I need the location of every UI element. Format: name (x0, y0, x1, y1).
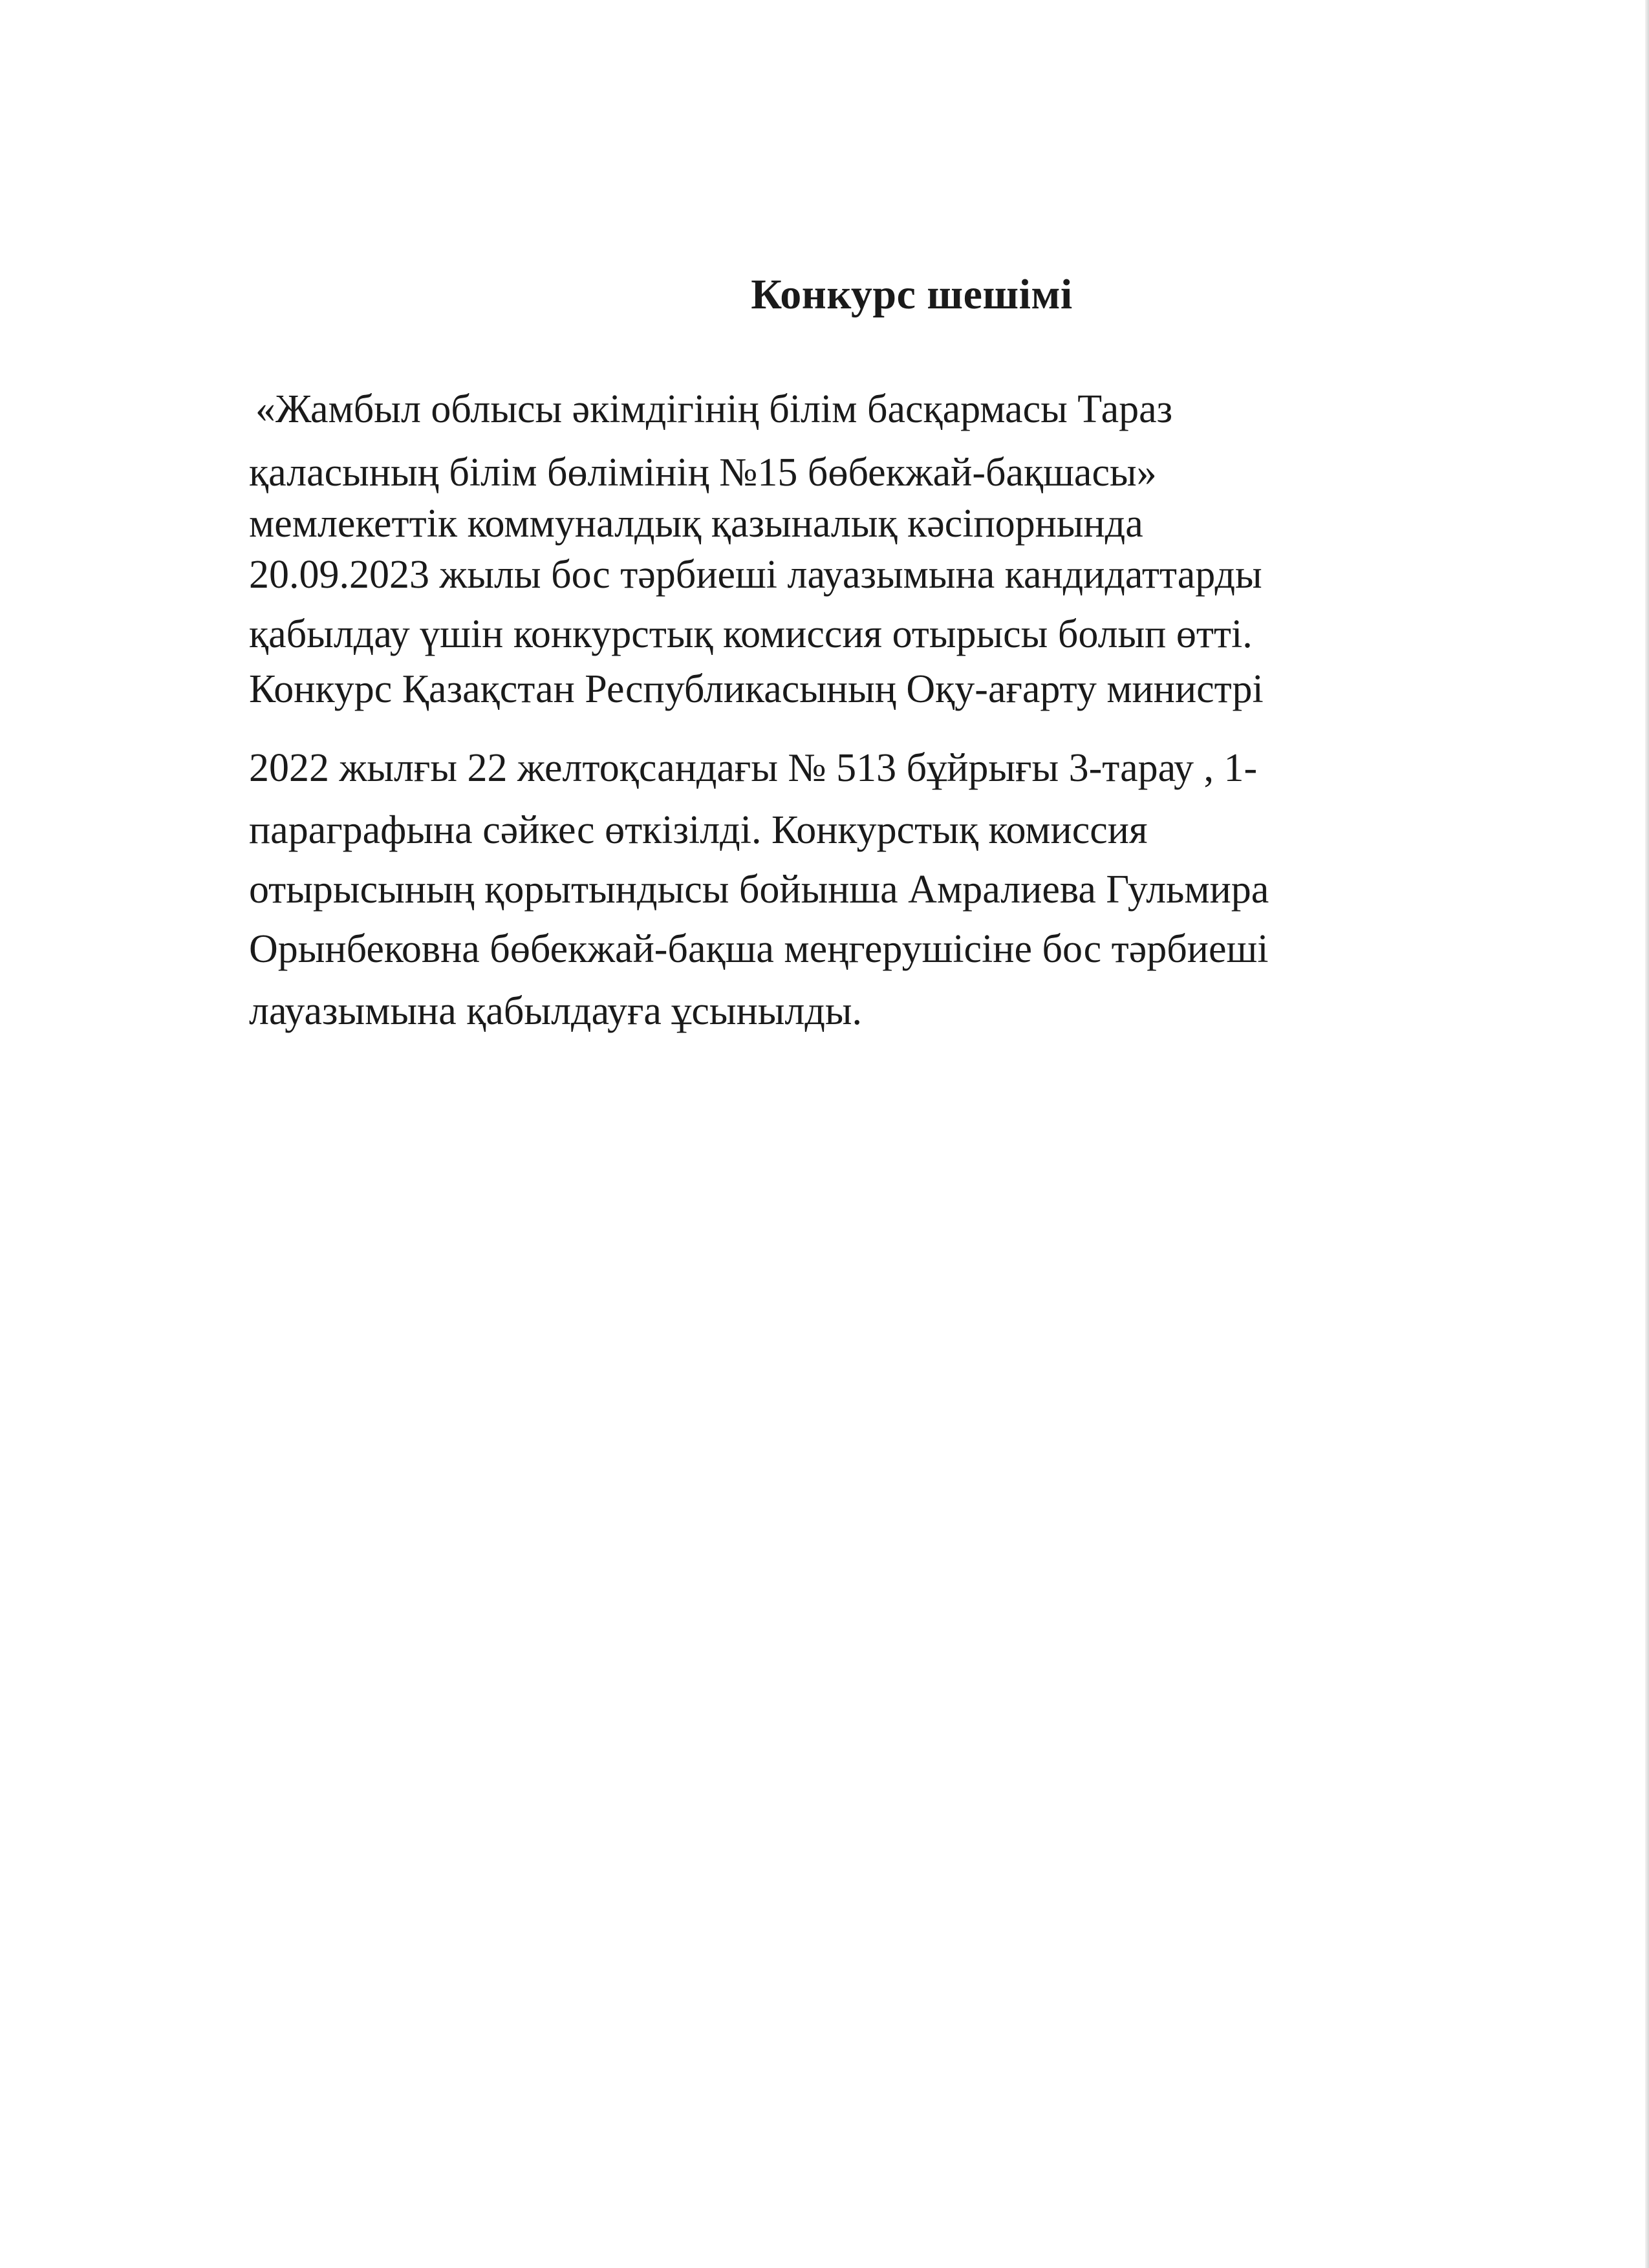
body-line: 2022 жылғы 22 желтоқсандағы № 513 бұйрығы 3-тарау , 1- (249, 746, 1258, 790)
body-line: қабылдау үшін конкурстық комиссия отырысы болып өтті. (249, 612, 1253, 656)
body-line: 20.09.2023 жылы бос тәрбиеші лауазымына кандидаттарды (249, 553, 1262, 597)
body-line: параграфына сәйкес өткізілді. Конкурстық комиссия (249, 808, 1148, 852)
body-line: қаласының білім бөлімінің №15 бөбекжай-бақшасы» (249, 451, 1157, 495)
body-line: Конкурс Қазақстан Республикасының Оқу-ағарту министрі (249, 667, 1264, 711)
body-line: Орынбековна бөбекжай-бақша меңгерушісіне бос тәрбиеші (249, 927, 1269, 971)
body-line: мемлекеттік коммуналдық қазыналық кәсіпорнында (249, 502, 1143, 546)
scan-edge-shadow (1645, 0, 1649, 2268)
body-line: лауазымына қабылдауға ұсынылды. (249, 989, 863, 1033)
body-line: отырысының қорытындысы бойынша Амралиева Гульмира (249, 868, 1269, 912)
document-title: Конкурс шешімі (751, 271, 1073, 318)
body-line: «Жамбыл облысы әкімдігінің білім басқармасы Тараз (255, 387, 1173, 431)
